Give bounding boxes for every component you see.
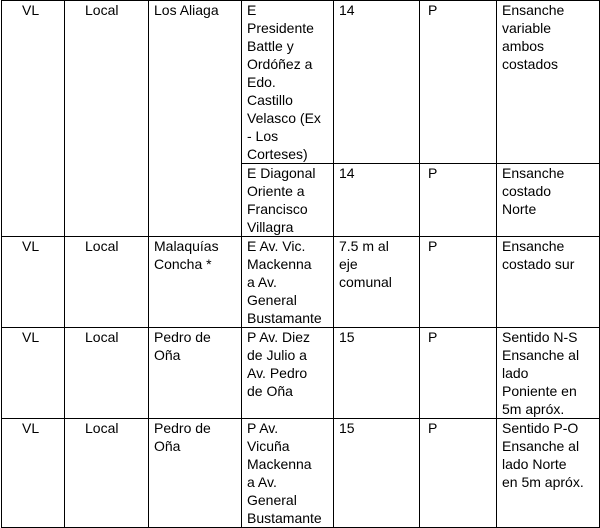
table-row [2,1,600,164]
street-name-cell: Pedro de Oña [149,419,242,528]
observation-cell: Ensanche costado sur [497,237,600,328]
observation-cell: Sentido P-O Ensanche al lado Norte en 5m apróx. [497,419,600,528]
via-scope-cell: Local [65,328,149,419]
status-cell: P [420,164,497,237]
observation-cell: Ensanche costado Norte [497,164,600,237]
table-row [2,328,600,419]
segment-cell: E Presidente Battle y Ordóñez a Edo. Castillo Velasco (Ex - Los Corteses) [242,1,334,164]
segment-cell: E Av. Vic. Mackenna a Av. General Bustamante [242,237,334,328]
street-name-cell: Los Aliaga [149,1,242,237]
via-type-cell: VL [2,237,65,328]
via-scope-cell: Local [65,237,149,328]
status-cell: P [420,237,497,328]
via-type-cell: VL [2,1,65,237]
status-cell: P [420,328,497,419]
table-row [2,237,600,328]
width-cell: 14 [334,1,420,164]
road-table [1,0,600,528]
width-cell: 15 [334,419,420,528]
via-scope-cell: Local [65,1,149,237]
width-cell: 15 [334,328,420,419]
street-name-cell: Malaquías Concha * [149,237,242,328]
status-cell: P [420,419,497,528]
via-scope-cell: Local [65,419,149,528]
status-cell: P [420,1,497,164]
width-cell: 7.5 m al eje comunal [334,237,420,328]
via-type-cell: VL [2,419,65,528]
observation-cell: Sentido N-S Ensanche al lado Poniente en 5m apróx. [497,328,600,419]
street-name-cell: Pedro de Oña [149,328,242,419]
width-cell: 14 [334,164,420,237]
table-row [2,419,600,528]
segment-cell: P Av. Vicuña Mackenna a Av. General Bustamante [242,419,334,528]
segment-cell: E Diagonal Oriente a Francisco Villagra [242,164,334,237]
via-type-cell: VL [2,328,65,419]
observation-cell: Ensanche variable ambos costados [497,1,600,164]
segment-cell: P Av. Diez de Julio a Av. Pedro de Oña [242,328,334,419]
